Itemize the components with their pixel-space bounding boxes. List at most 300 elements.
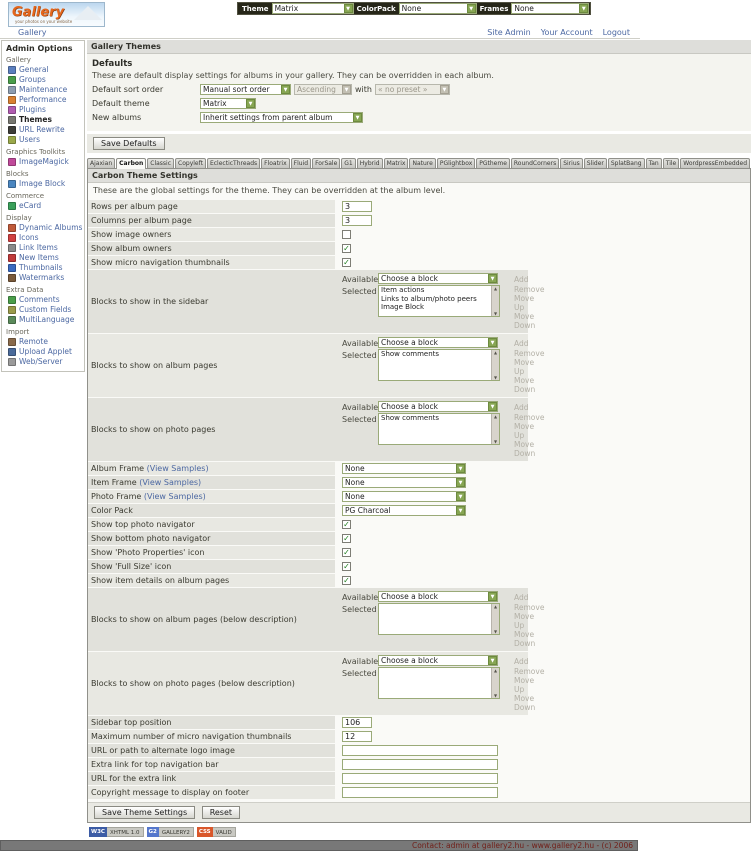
ecard-icon	[8, 202, 16, 210]
listbox-item[interactable]: Show comments	[381, 350, 440, 358]
block-chooser	[342, 399, 544, 460]
move-down-link[interactable]: Move Down	[514, 694, 536, 712]
sidebar-item-plugins[interactable]	[6, 105, 82, 115]
row-control	[335, 588, 544, 651]
maximum-number-of-micro-navigation-thumbnails-input[interactable]	[342, 731, 372, 742]
sidebar-item-ecard[interactable]	[6, 201, 82, 211]
settings-row	[88, 716, 528, 729]
settings-row	[88, 574, 528, 587]
comments-icon	[8, 296, 16, 304]
defaults-row-label: New albums	[92, 113, 142, 122]
tab-eclecticthreads[interactable]: EclecticThreads	[207, 158, 260, 168]
row-label: Sidebar top position	[88, 716, 335, 729]
defaults-row	[92, 112, 746, 123]
defaults-description: These are default display settings for albums in your gallery. They can be overridden in each album.	[92, 71, 494, 80]
tab-pglightbox[interactable]: PGlightbox	[437, 158, 475, 168]
sidebar-item-users[interactable]	[6, 135, 82, 145]
settings-row	[88, 242, 528, 255]
theme-select[interactable]: Matrix ▼	[272, 3, 354, 14]
select-value: None	[345, 464, 365, 473]
listbox-scrollbar[interactable]: ▲ ▼	[491, 668, 499, 698]
default-sort-order-select[interactable]	[200, 84, 291, 95]
sidebar-item-thumbnails[interactable]	[6, 263, 82, 273]
settings-row	[88, 200, 528, 213]
selected-line	[342, 349, 544, 394]
tab-classic[interactable]: Classic	[147, 158, 174, 168]
chevron-down-icon: ▼	[488, 274, 497, 283]
sidebar-item-label: Upload Applet	[19, 347, 72, 356]
chevron-down-icon: ▼	[488, 338, 497, 347]
available-label: Available	[342, 593, 379, 602]
gallery-logo[interactable]	[8, 2, 105, 27]
available-blocks-select[interactable]	[378, 273, 498, 284]
sidebar-item-dynamic-albums[interactable]	[6, 223, 82, 233]
page-title: Gallery Themes	[87, 40, 751, 54]
default-theme-select[interactable]	[200, 98, 256, 109]
top-bar	[0, 0, 640, 27]
sidebar-item-label: Themes	[19, 115, 52, 124]
selected-label: Selected	[342, 287, 377, 296]
tab-splatbang[interactable]: SplatBang	[608, 158, 645, 168]
block-chooser	[342, 589, 544, 650]
defaults-rows	[92, 84, 746, 123]
sidebar-item-label: Maintenance	[19, 85, 68, 94]
row-label: Blocks to show on album pages (below description)	[91, 615, 297, 624]
sidebar-title: Admin Options	[6, 44, 73, 53]
add-block-link[interactable]: Add	[514, 403, 529, 412]
main-layout	[0, 39, 748, 840]
listbox-scrollbar[interactable]: ▲ ▼	[491, 414, 499, 444]
move-down-link[interactable]: Move Down	[514, 312, 536, 330]
tab-pgtheme[interactable]: PGtheme	[476, 158, 510, 168]
chevron-down-icon: ▼	[579, 4, 588, 13]
save-theme-settings-button[interactable]: Save Theme Settings	[94, 806, 195, 819]
available-blocks-select[interactable]	[378, 591, 498, 602]
tab-wordpressembedded[interactable]: WordpressEmbedded	[680, 158, 750, 168]
view-samples-link[interactable]: (View Samples)	[141, 492, 206, 501]
sidebar-item-watermarks[interactable]	[6, 273, 82, 283]
color-pack-select[interactable]	[342, 505, 466, 516]
selected-label: Selected	[342, 605, 377, 614]
theme-settings-buttons-bar	[88, 802, 750, 822]
xhtml-badge[interactable]: W3C XHTML 1.0	[89, 827, 144, 837]
sidebar-section-title: Blocks	[6, 170, 29, 178]
custom-fields-icon	[8, 306, 16, 314]
chooser-action-links	[500, 667, 544, 712]
validation-badges	[87, 823, 751, 840]
move-down-link[interactable]: Move Down	[514, 630, 536, 648]
gear-icon	[8, 66, 16, 74]
sidebar-item-themes[interactable]	[6, 115, 82, 125]
chooser-action-links	[500, 413, 544, 458]
row-label: Show micro navigation thumbnails	[88, 256, 335, 269]
row-control	[335, 716, 528, 729]
row-label: Show top photo navigator	[88, 518, 335, 531]
row-label: Columns per album page	[88, 214, 335, 227]
settings-row	[88, 518, 528, 531]
tab-slider[interactable]: Slider	[584, 158, 607, 168]
row-control	[335, 560, 528, 573]
move-up-link[interactable]: Move Up	[514, 612, 535, 630]
defaults-title: Defaults	[92, 59, 133, 69]
view-samples-link[interactable]: (View Samples)	[144, 464, 209, 473]
sidebar-item-label: MultiLanguage	[19, 315, 75, 324]
listbox-item[interactable]: Links to album/photo peers	[381, 294, 477, 303]
settings-row	[88, 730, 528, 743]
row-control	[335, 270, 544, 333]
select-value: Choose a block	[381, 338, 438, 347]
sidebar-item-icons[interactable]	[6, 233, 82, 243]
colorpack-select[interactable]: None ▼	[399, 3, 477, 14]
tab-roundcorners[interactable]: RoundCorners	[511, 158, 559, 168]
listbox-scrollbar[interactable]: ▲ ▼	[491, 604, 499, 634]
show-full-size-icon-checkbox[interactable]: ✓	[343, 562, 350, 571]
gallery2-badge[interactable]: G2 GALLERY2	[147, 827, 194, 837]
add-block-link[interactable]: Add	[514, 593, 529, 602]
tab-sirius[interactable]: Sirius	[560, 158, 583, 168]
sidebar-item-label: Users	[19, 135, 41, 144]
chevron-down-icon: ▼	[344, 4, 353, 13]
select-value: « no preset »	[377, 85, 428, 94]
tab-forsale[interactable]: ForSale	[312, 158, 340, 168]
row-control	[335, 730, 528, 743]
settings-row	[88, 214, 528, 227]
row-control	[335, 476, 528, 489]
tab-nature[interactable]: Nature	[409, 158, 435, 168]
save-defaults-button[interactable]: Save Defaults	[93, 137, 165, 150]
listbox-item[interactable]: Show comments	[381, 414, 440, 422]
tab-floatrix[interactable]: Floatrix	[261, 158, 290, 168]
selected-line	[342, 285, 544, 330]
watermark-icon	[8, 274, 16, 282]
row-label: Blocks to show on photo pages (below description)	[91, 679, 295, 688]
sidebar-item-label: Plugins	[19, 105, 46, 114]
select-value: Matrix	[203, 99, 227, 108]
move-down-link[interactable]: Move Down	[514, 376, 536, 394]
available-line	[342, 591, 544, 602]
photo-frame-select[interactable]	[342, 491, 466, 502]
selected-label: Selected	[342, 415, 377, 424]
chevron-down-icon: ▼	[456, 478, 465, 487]
speedometer-icon	[8, 96, 16, 104]
settings-row	[88, 256, 528, 269]
defaults-row-label: Default sort order	[92, 85, 164, 94]
sidebar-item-label: Web/Server	[19, 357, 63, 366]
sidebar-item-performance[interactable]	[6, 95, 82, 105]
select-value: None	[345, 492, 365, 501]
logo-tagline: your photos on your website	[15, 19, 73, 24]
sidebar-section-title: Gallery	[6, 56, 31, 64]
settings-row	[88, 560, 528, 573]
theme-select-label: Theme	[242, 4, 269, 13]
default-sort-order-select	[294, 84, 352, 95]
chooser-action-links	[500, 603, 544, 648]
new-albums-select[interactable]	[200, 112, 363, 123]
settings-row	[88, 334, 545, 397]
chevron-down-icon: ▼	[467, 4, 476, 13]
sidebar-item-upload-applet[interactable]	[6, 347, 82, 357]
logo-text: Gallery	[12, 5, 65, 20]
row-control	[335, 546, 528, 559]
css-badge[interactable]: CSS VALID	[197, 827, 236, 837]
show-album-owners-checkbox[interactable]: ✓	[343, 244, 350, 253]
tab-matrix[interactable]: Matrix	[384, 158, 409, 168]
available-label: Available	[342, 339, 379, 348]
settings-row	[88, 490, 528, 503]
remove-block-link[interactable]: Remove	[514, 349, 545, 358]
sidebar-item-custom-fields[interactable]	[6, 305, 82, 315]
sidebar-item-label: ImageMagick	[19, 157, 69, 166]
remove-block-link[interactable]: Remove	[514, 603, 545, 612]
row-control	[335, 744, 528, 757]
remove-block-link[interactable]: Remove	[514, 285, 545, 294]
sidebar-section-title: Extra Data	[6, 286, 44, 294]
defaults-row-label: Default theme	[92, 99, 150, 108]
tab-copyleft[interactable]: Copyleft	[175, 158, 206, 168]
tab-ajaxian[interactable]: Ajaxian	[87, 158, 115, 168]
item-frame-select[interactable]	[342, 477, 466, 488]
sidebar-item-label: Link Items	[19, 243, 58, 252]
row-label: Photo Frame (View Samples)	[88, 490, 335, 503]
url-or-path-to-alternate-logo-image-input[interactable]	[342, 745, 498, 756]
columns-per-album-page-input[interactable]	[342, 215, 372, 226]
select-value: None	[345, 478, 365, 487]
settings-row	[88, 270, 545, 333]
row-label: Show image owners	[88, 228, 335, 241]
breadcrumb	[0, 27, 640, 39]
link-items-icon	[8, 244, 16, 252]
settings-row	[88, 462, 528, 475]
selected-label: Selected	[342, 351, 377, 360]
row-label: URL for the extra link	[88, 772, 335, 785]
block-chooser	[342, 271, 544, 332]
available-label: Available	[342, 403, 379, 412]
row-control	[335, 200, 528, 213]
sidebar-item-web-server[interactable]	[6, 357, 82, 367]
theme-icon	[8, 116, 16, 124]
logout-link[interactable]: Logout	[602, 28, 630, 37]
available-label: Available	[342, 275, 379, 284]
sidebar-item-groups[interactable]	[6, 75, 82, 85]
add-block-link[interactable]: Add	[514, 275, 529, 284]
row-control	[335, 462, 528, 475]
listbox-scrollbar[interactable]: ▲ ▼	[491, 350, 499, 380]
defaults-row-controls	[200, 112, 363, 123]
sidebar-item-label: Watermarks	[19, 273, 65, 282]
sidebar-item-label: Icons	[19, 233, 39, 242]
settings-row	[88, 504, 528, 517]
sidebar-item-label: eCard	[19, 201, 42, 210]
row-label: Show item details on album pages	[88, 574, 335, 587]
chevron-down-icon: ▼	[488, 592, 497, 601]
settings-row	[88, 228, 528, 241]
show-item-details-on-album-pages-checkbox[interactable]: ✓	[343, 576, 350, 585]
groups-icon	[8, 76, 16, 84]
tab-g1[interactable]: G1	[341, 158, 355, 168]
row-label: Show bottom photo navigator	[88, 532, 335, 545]
select-value: Choose a block	[381, 592, 438, 601]
move-down-link[interactable]: Move Down	[514, 440, 536, 458]
available-blocks-select[interactable]	[378, 401, 498, 412]
row-control	[335, 256, 528, 269]
sidebar-item-image-block[interactable]	[6, 179, 82, 189]
frames-select-label: Frames	[479, 4, 509, 13]
row-label: Maximum number of micro navigation thumbnails	[88, 730, 335, 743]
row-control	[335, 504, 528, 517]
site-admin-link[interactable]: Site Admin	[487, 28, 531, 37]
row-control	[335, 758, 528, 771]
admin-sidebar	[1, 40, 85, 372]
remove-block-link[interactable]: Remove	[514, 413, 545, 422]
mountain-icon	[74, 6, 102, 20]
move-up-link[interactable]: Move Up	[514, 676, 535, 694]
row-control	[335, 214, 528, 227]
selected-line	[342, 667, 544, 712]
sidebar-item-label: General	[19, 65, 49, 74]
chevron-down-icon: ▼	[456, 464, 465, 473]
sidebar-item-label: New Items	[19, 253, 59, 262]
sidebar-section-title: Import	[6, 328, 30, 336]
block-chooser	[342, 335, 544, 396]
theme-settings-title: Carbon Theme Settings	[88, 169, 750, 183]
frames-select[interactable]: None ▼	[511, 3, 589, 14]
available-label: Available	[342, 657, 379, 666]
sidebar-section-title: Display	[6, 214, 32, 222]
selected-blocks-listbox[interactable]	[378, 413, 500, 445]
row-control	[335, 574, 528, 587]
url-for-the-extra-link-input[interactable]	[342, 773, 498, 784]
chevron-down-icon: ▼	[281, 85, 290, 94]
select-value: Choose a block	[381, 402, 438, 411]
tab-tan[interactable]: Tan	[646, 158, 662, 168]
select-value: PG Charcoal	[345, 506, 391, 515]
show-photo-properties-icon-checkbox[interactable]: ✓	[343, 548, 350, 557]
plug-icon	[8, 106, 16, 114]
selected-line	[342, 603, 544, 648]
chevron-down-icon: ▼	[488, 656, 497, 665]
selected-line	[342, 413, 544, 458]
your-account-link[interactable]: Your Account	[540, 28, 593, 37]
tab-fluid[interactable]: Fluid	[291, 158, 311, 168]
footer-bar	[0, 840, 638, 851]
theme-settings-panel	[87, 169, 751, 823]
available-blocks-select[interactable]	[378, 337, 498, 348]
row-label: Show album owners	[88, 242, 335, 255]
selected-blocks-listbox[interactable]	[378, 285, 500, 317]
sidebar-item-multilanguage[interactable]	[6, 315, 82, 325]
chevron-down-icon: ▼	[353, 113, 362, 122]
wrench-icon	[8, 86, 16, 94]
sidebar-item-link-items[interactable]	[6, 243, 82, 253]
listbox-scrollbar[interactable]: ▲ ▼	[491, 286, 499, 316]
remove-block-link[interactable]: Remove	[514, 667, 545, 676]
theme-quick-switch-bar	[237, 2, 591, 15]
sidebar-section-title: Commerce	[6, 192, 44, 200]
select-value: Inherit settings from parent album	[203, 113, 333, 122]
sidebar-item-label: Image Block	[19, 179, 66, 188]
view-samples-link[interactable]: (View Samples)	[136, 478, 202, 487]
sidebar-sections	[6, 56, 82, 367]
select-value: Choose a block	[381, 656, 438, 665]
move-up-link[interactable]: Move Up	[514, 358, 535, 376]
show-image-owners-checkbox[interactable]	[342, 230, 351, 239]
selected-blocks-listbox[interactable]	[378, 603, 500, 635]
move-up-link[interactable]: Move Up	[514, 294, 535, 312]
settings-row	[88, 398, 545, 461]
defaults-row-controls	[200, 84, 450, 95]
icons-icon	[8, 234, 16, 242]
remote-icon	[8, 338, 16, 346]
default-sort-order-select	[375, 84, 450, 95]
sidebar-item-label: Thumbnails	[19, 263, 63, 272]
selected-blocks-listbox[interactable]	[378, 667, 500, 699]
row-control	[335, 228, 528, 241]
add-block-link[interactable]: Add	[514, 339, 529, 348]
listbox-item[interactable]: Item actions	[381, 286, 425, 294]
tab-tile[interactable]: Tile	[663, 158, 680, 168]
sidebar-item-comments[interactable]	[6, 295, 82, 305]
selected-label: Selected	[342, 669, 377, 678]
sidebar-top-position-input[interactable]	[342, 717, 372, 728]
copyright-message-to-display-on-footer-input[interactable]	[342, 787, 498, 798]
sidebar-section-title: Graphics Toolkits	[6, 148, 66, 156]
available-blocks-select[interactable]	[378, 655, 498, 666]
breadcrumb-gallery-link[interactable]: Gallery	[18, 28, 47, 37]
theme-tabs	[87, 157, 751, 169]
settings-row	[88, 532, 528, 545]
sidebar-item-url-rewrite[interactable]	[6, 125, 82, 135]
save-defaults-bar	[87, 133, 751, 153]
user-icon	[8, 136, 16, 144]
sidebar-item-new-items[interactable]	[6, 253, 82, 263]
show-micro-navigation-thumbnails-checkbox[interactable]: ✓	[343, 258, 350, 267]
show-top-photo-navigator-checkbox[interactable]: ✓	[343, 520, 350, 529]
sidebar-item-general[interactable]	[6, 65, 82, 75]
listbox-item[interactable]: Image Block	[381, 303, 425, 311]
album-frame-select[interactable]	[342, 463, 466, 474]
new-items-icon	[8, 254, 16, 262]
theme-settings-description: These are the global settings for the theme. They can be overridden at the album level.	[93, 186, 446, 195]
chooser-action-links	[500, 285, 544, 330]
available-line	[342, 655, 544, 666]
sidebar-item-maintenance[interactable]	[6, 85, 82, 95]
move-up-link[interactable]: Move Up	[514, 422, 535, 440]
extra-link-for-top-navigation-bar-input[interactable]	[342, 759, 498, 770]
row-control	[335, 334, 544, 397]
chevron-down-icon: ▼	[456, 492, 465, 501]
row-label: Blocks to show on album pages	[91, 361, 218, 370]
row-label: Show 'Full Size' icon	[88, 560, 335, 573]
sidebar-item-label: Dynamic Albums	[19, 223, 83, 232]
sidebar-item-remote[interactable]	[6, 337, 82, 347]
dynamic-albums-icon	[8, 224, 16, 232]
settings-row	[88, 744, 528, 757]
reset-button[interactable]: Reset	[202, 806, 240, 819]
sidebar-item-label: Performance	[19, 95, 67, 104]
sidebar-item-imagemagick[interactable]	[6, 157, 82, 167]
selected-blocks-listbox[interactable]	[378, 349, 500, 381]
row-control	[335, 532, 528, 545]
row-control	[335, 772, 528, 785]
tab-carbon[interactable]: Carbon	[116, 158, 146, 169]
tab-hybrid[interactable]: Hybrid	[357, 158, 383, 168]
sidebar-item-label: Custom Fields	[19, 305, 72, 314]
row-label: Rows per album page	[88, 200, 335, 213]
add-block-link[interactable]: Add	[514, 657, 529, 666]
select-value: Ascending	[297, 85, 336, 94]
show-bottom-photo-navigator-checkbox[interactable]: ✓	[343, 534, 350, 543]
rows-per-album-page-input[interactable]	[342, 201, 372, 212]
